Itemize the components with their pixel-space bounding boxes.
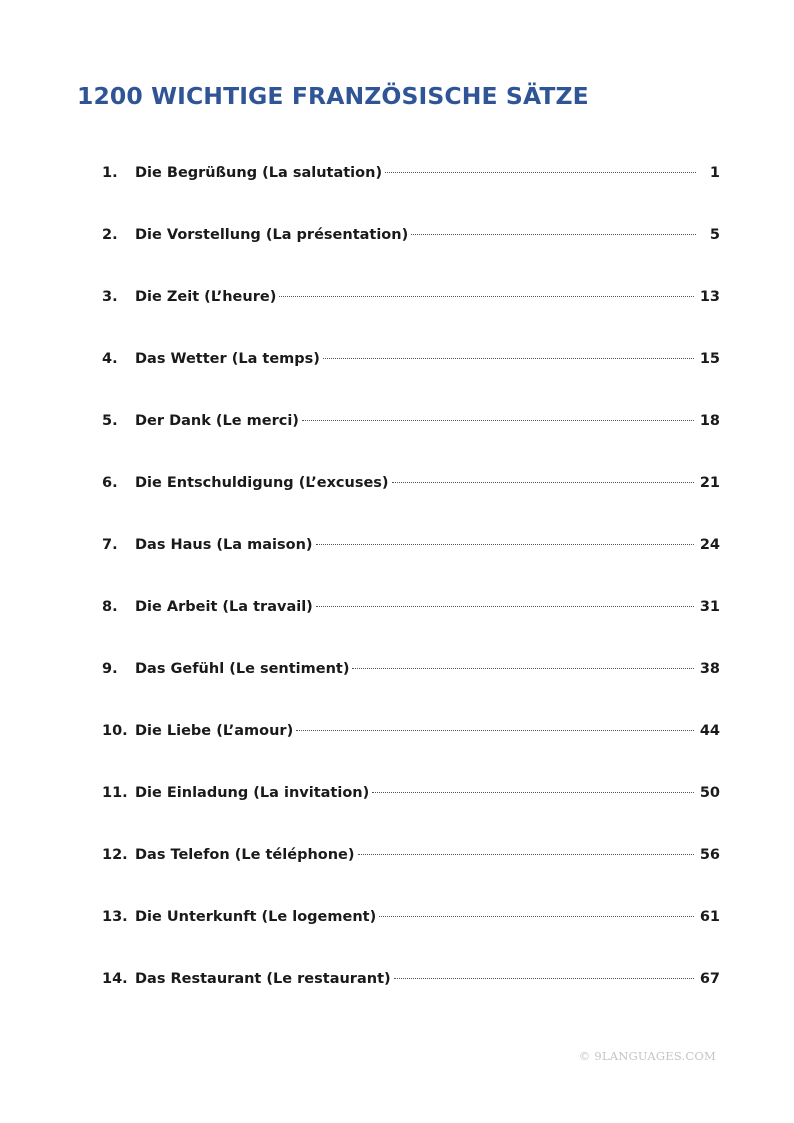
- toc-entry-page: 31: [699, 599, 720, 615]
- toc-entry-number: 1.: [102, 165, 118, 181]
- toc-entry-number: 7.: [102, 537, 118, 553]
- toc-entry-page: 18: [699, 413, 720, 429]
- toc-entry-number: 13.: [102, 909, 128, 925]
- toc-dot-leader: [316, 544, 694, 545]
- toc-entry[interactable]: [102, 778, 720, 840]
- toc-entry[interactable]: [102, 654, 720, 716]
- toc-entry-page: 56: [699, 847, 720, 863]
- toc-entry-page: 24: [699, 537, 720, 553]
- toc-entry-number: 14.: [102, 971, 128, 987]
- toc-entry-page: 38: [699, 661, 720, 677]
- toc-entry[interactable]: [102, 158, 720, 220]
- toc-entry[interactable]: [102, 406, 720, 468]
- toc-dot-leader: [392, 482, 694, 483]
- toc-entry-number: 2.: [102, 227, 118, 243]
- toc-entry-number: 3.: [102, 289, 118, 305]
- toc-entry-number: 12.: [102, 847, 128, 863]
- toc-entry-page: 1: [709, 165, 720, 181]
- toc-entry-number: 11.: [102, 785, 128, 801]
- toc-entry-page: 21: [699, 475, 720, 491]
- toc-entry-title: Das Telefon (Le téléphone): [135, 847, 355, 863]
- toc-entry-page: 67: [699, 971, 720, 987]
- copyright-footer: © 9LANGUAGES.COM: [578, 1049, 716, 1063]
- toc-entry-title: Die Zeit (L’heure): [135, 289, 277, 305]
- toc-entry-page: 15: [699, 351, 720, 367]
- toc-dot-leader: [279, 296, 693, 297]
- toc-dot-leader: [316, 606, 694, 607]
- toc-entry-title: Die Entschuldigung (L’excuses): [135, 475, 389, 491]
- toc-dot-leader: [358, 854, 694, 855]
- toc-entry[interactable]: [102, 468, 720, 530]
- toc-dot-leader: [352, 668, 693, 669]
- toc-entry-number: 9.: [102, 661, 118, 677]
- toc-entry-number: 10.: [102, 723, 128, 739]
- toc-entry-number: 5.: [102, 413, 118, 429]
- toc-dot-leader: [372, 792, 694, 793]
- toc-entry-title: Der Dank (Le merci): [135, 413, 299, 429]
- toc-dot-leader: [296, 730, 694, 731]
- toc-dot-leader: [323, 358, 694, 359]
- toc-dot-leader: [379, 916, 694, 917]
- toc-entry-title: Das Gefühl (Le sentiment): [135, 661, 350, 677]
- toc-entry-title: Das Wetter (La temps): [135, 351, 320, 367]
- page-title: 1200 WICHTIGE FRANZÖSISCHE SÄTZE: [77, 82, 589, 110]
- toc-entry-page: 44: [699, 723, 720, 739]
- toc-entry-title: Die Arbeit (La travail): [135, 599, 313, 615]
- toc-entry-page: 5: [709, 227, 720, 243]
- toc-entry-title: Die Einladung (La invitation): [135, 785, 370, 801]
- toc-dot-leader: [385, 172, 696, 173]
- toc-dot-leader: [394, 978, 694, 979]
- table-of-contents: [102, 158, 720, 1026]
- toc-entry-title: Die Unterkunft (Le logement): [135, 909, 377, 925]
- toc-entry-number: 4.: [102, 351, 118, 367]
- toc-entry-title: Das Haus (La maison): [135, 537, 313, 553]
- toc-entry[interactable]: [102, 592, 720, 654]
- toc-entry-page: 13: [699, 289, 720, 305]
- toc-entry-title: Das Restaurant (Le restaurant): [135, 971, 391, 987]
- toc-entry-title: Die Vorstellung (La présentation): [135, 227, 409, 243]
- toc-entry[interactable]: [102, 716, 720, 778]
- toc-entry[interactable]: [102, 840, 720, 902]
- toc-entry-title: Die Liebe (L’amour): [135, 723, 294, 739]
- toc-entry-page: 61: [699, 909, 720, 925]
- toc-entry-title: Die Begrüßung (La salutation): [135, 165, 383, 181]
- toc-entry[interactable]: [102, 220, 720, 282]
- toc-entry[interactable]: [102, 902, 720, 964]
- toc-dot-leader: [302, 420, 694, 421]
- toc-entry-number: 6.: [102, 475, 118, 491]
- toc-entry-page: 50: [699, 785, 720, 801]
- toc-entry[interactable]: [102, 964, 720, 1026]
- toc-dot-leader: [411, 234, 696, 235]
- toc-entry[interactable]: [102, 282, 720, 344]
- toc-entry[interactable]: [102, 344, 720, 406]
- toc-entry-number: 8.: [102, 599, 118, 615]
- toc-entry[interactable]: [102, 530, 720, 592]
